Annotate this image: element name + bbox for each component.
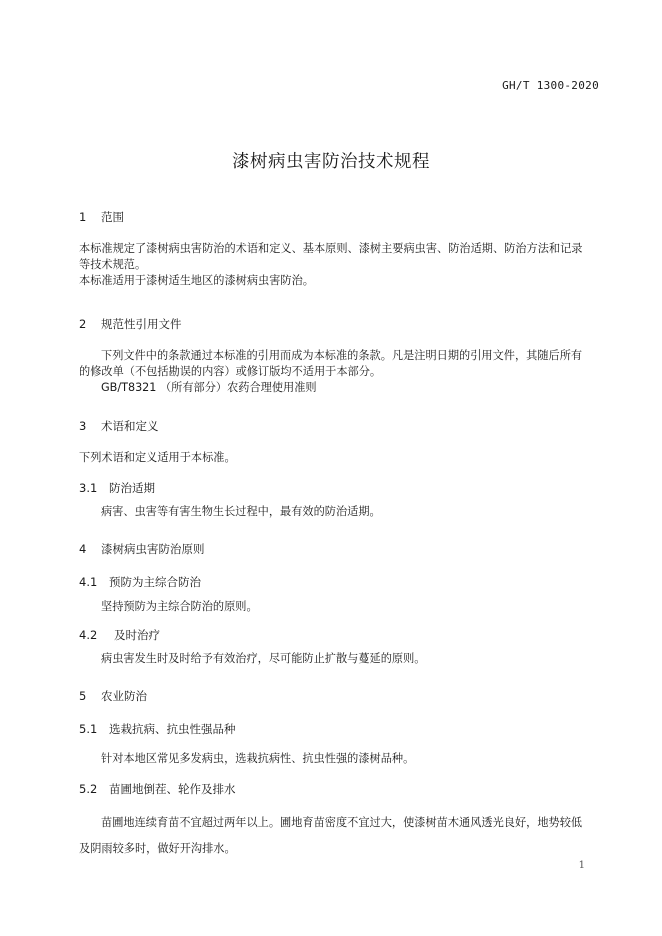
terms-intro: 下列术语和定义适用于本标准。 bbox=[79, 451, 236, 464]
subsection-title: 苗圃地倒茬、轮作及排水 bbox=[109, 782, 236, 796]
principle-text: 坚持预防为主综合防治的原则。 bbox=[101, 600, 258, 613]
subsection-number: 4.2 bbox=[79, 628, 98, 642]
section-title: 规范性引用文件 bbox=[101, 317, 182, 331]
normative-references-paragraph bbox=[79, 348, 599, 396]
subsection-number: 5.1 bbox=[79, 722, 98, 736]
subsection-5-2-heading bbox=[79, 781, 236, 797]
section-number: 2 bbox=[79, 317, 87, 331]
section-title: 术语和定义 bbox=[101, 419, 159, 433]
variety-selection-text: 针对本地区常见多发病虫，选栽抗病性、抗虫性强的漆树品种。 bbox=[101, 752, 415, 765]
subsection-title: 预防为主综合防治 bbox=[109, 575, 201, 589]
section-5-heading bbox=[79, 688, 147, 704]
document-title: 漆树病虫害防治技术规程 bbox=[232, 152, 430, 172]
subsection-title: 防治适期 bbox=[109, 481, 155, 495]
section-3-heading bbox=[79, 418, 159, 434]
scope-line-2: 等技术规范。 bbox=[79, 258, 147, 271]
treatment-text: 病虫害发生时及时给予有效治疗，尽可能防止扩散与蔓延的原则。 bbox=[101, 652, 426, 665]
subsection-5-1-heading bbox=[79, 721, 236, 737]
scope-paragraph bbox=[79, 241, 599, 289]
section-2-heading bbox=[79, 316, 182, 332]
section-number: 1 bbox=[79, 210, 87, 224]
section-4-heading bbox=[79, 541, 205, 557]
subsection-title: 选栽抗病、抗虫性强品种 bbox=[109, 722, 236, 736]
section-number: 5 bbox=[79, 689, 87, 703]
subsection-4-1-heading bbox=[79, 574, 201, 590]
section-title: 范围 bbox=[101, 210, 124, 224]
section-title: 漆树病虫害防治原则 bbox=[101, 542, 205, 556]
subsection-3-1-heading bbox=[79, 480, 155, 496]
nursery-paragraph bbox=[79, 810, 599, 862]
references-line-2: 的修改单（不包括勘误的内容）或修订版均不适用于本部分。 bbox=[79, 365, 382, 378]
references-line-1: 下列文件中的条款通过本标准的引用而成为本标准的条款。凡是注明日期的引用文件，其随后所有 bbox=[101, 349, 583, 362]
standard-code: GH/T 1300-2020 bbox=[502, 79, 599, 92]
subsection-number: 4.1 bbox=[79, 575, 98, 589]
scope-line-1: 本标准规定了漆树病虫害防治的术语和定义、基本原则、漆树主要病虫害、防治适期、防治方法和记录 bbox=[79, 242, 583, 255]
nursery-line-2: 及阴雨较多时，做好开沟排水。 bbox=[79, 842, 236, 855]
scope-applicability: 本标准适用于漆树适生地区的漆树病虫害防治。 bbox=[79, 274, 314, 287]
nursery-line-1: 苗圃地连续育苗不宜超过两年以上。圃地育苗密度不宜过大，使漆树苗木通风透光良好，地势较低 bbox=[101, 816, 583, 829]
section-title: 农业防治 bbox=[101, 689, 147, 703]
subsection-number: 5.2 bbox=[79, 782, 98, 796]
section-1-heading bbox=[79, 209, 124, 225]
subsection-4-2-heading bbox=[79, 627, 160, 643]
page-number: 1 bbox=[578, 860, 585, 871]
subsection-title: 及时治疗 bbox=[114, 628, 160, 642]
reference-item: GB/T8321 （所有部分）农药合理使用准则 bbox=[101, 381, 317, 394]
section-number: 4 bbox=[79, 542, 87, 556]
subsection-number: 3.1 bbox=[79, 481, 98, 495]
section-number: 3 bbox=[79, 419, 87, 433]
term-definition: 病害、虫害等有害生物生长过程中，最有效的防治适期。 bbox=[101, 505, 381, 518]
